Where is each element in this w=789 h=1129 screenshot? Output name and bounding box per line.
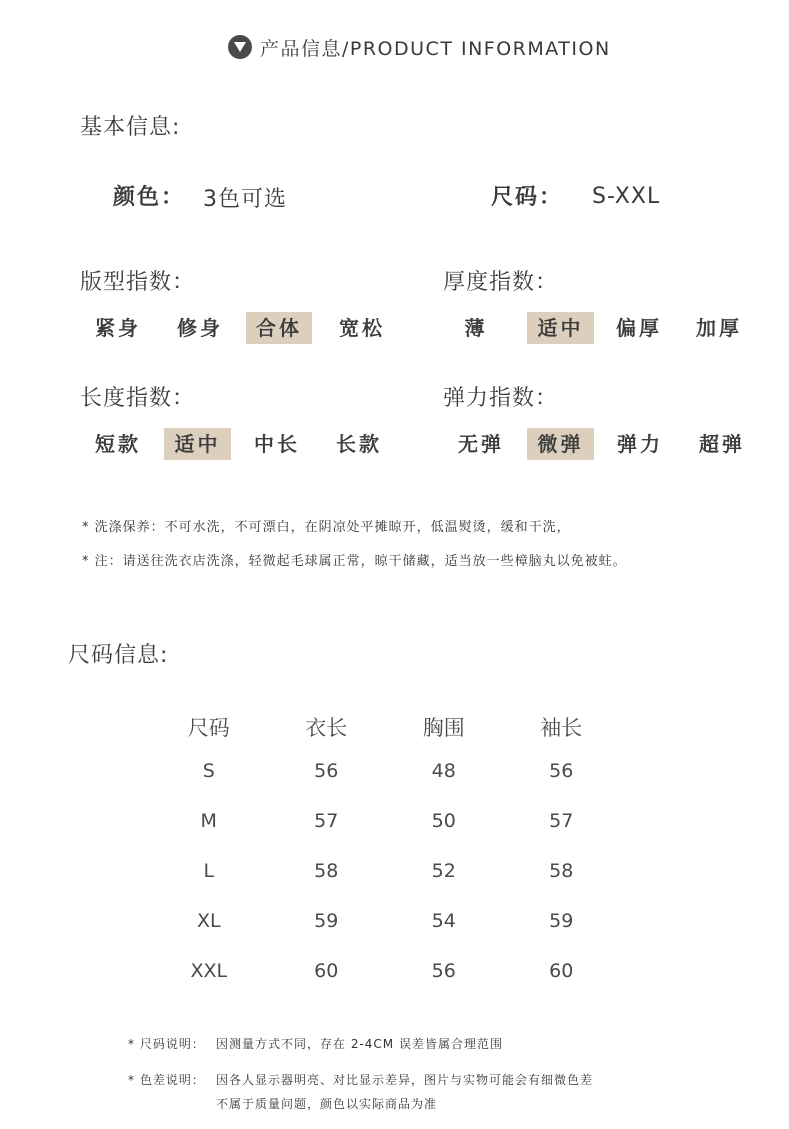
fit-option: 修身 (177, 316, 223, 340)
color-note-text: 因各人显示器明亮、对比显示差异，图片与实物可能会有细微色差 (216, 1073, 594, 1087)
length-option: 短款 (95, 432, 141, 456)
size-table (150, 708, 620, 996)
thickness-option: 薄 (464, 316, 488, 340)
fit-index-options (82, 312, 398, 344)
length-option: 长款 (336, 432, 382, 456)
thickness-option: 适中 (527, 312, 594, 344)
color-label: 颜色： (113, 185, 186, 210)
length-cell: 58 (314, 860, 339, 882)
size-range-value: S-XXL (592, 184, 661, 209)
care-note: * 注：请送往洗衣店洗涤，轻微起毛球属正常，晾干储藏，适当放一些樟脑丸以免被蛀。 (82, 554, 627, 569)
section-header (228, 33, 611, 61)
length-cell: 60 (314, 960, 339, 982)
table-row (150, 746, 620, 796)
size-note-text: 因测量方式不同，存在 2-4CM 误差皆属合理范围 (216, 1037, 503, 1051)
sleeve-cell: 57 (549, 810, 574, 832)
size-cell: XL (196, 910, 221, 932)
elasticity-option: 弹力 (617, 432, 663, 456)
chest-cell: 52 (431, 860, 456, 882)
care-instructions: * 洗涤保养：不可水洗，不可漂白，在阴凉处平摊晾开，低温熨烫，缓和干洗， (82, 520, 571, 535)
elasticity-option: 无弹 (458, 432, 504, 456)
size-table-header: 袖长 (540, 716, 583, 740)
chest-cell: 48 (431, 760, 456, 782)
elasticity-index-title: 弹力指数： (443, 386, 559, 411)
table-row (150, 796, 620, 846)
fit-option: 宽松 (339, 316, 385, 340)
length-cell: 56 (314, 760, 339, 782)
thickness-option: 偏厚 (616, 316, 662, 340)
color-value: 3色可选 (203, 187, 287, 212)
chest-cell: 50 (431, 810, 456, 832)
elasticity-option: 微弹 (527, 428, 594, 460)
size-cell: XXL (190, 960, 228, 982)
size-table-header: 尺码 (187, 716, 230, 740)
size-label: 尺码： (491, 185, 564, 210)
sleeve-cell: 56 (549, 760, 574, 782)
length-index-options (82, 428, 395, 460)
fit-option: 合体 (246, 312, 312, 344)
thickness-option: 加厚 (696, 316, 742, 340)
thickness-index-title: 厚度指数： (443, 270, 559, 295)
length-cell: 57 (314, 810, 339, 832)
sleeve-cell: 58 (549, 860, 574, 882)
size-cell: S (202, 760, 215, 782)
size-cell: M (200, 810, 217, 832)
sleeve-cell: 60 (549, 960, 574, 982)
length-cell: 59 (314, 910, 339, 932)
chest-cell: 54 (431, 910, 456, 932)
color-note-text-2: 不属于质量问题，颜色以实际商品为准 (216, 1097, 438, 1111)
elasticity-index-options (445, 428, 758, 460)
color-note-label: * 色差说明： (128, 1073, 205, 1087)
fit-index-title: 版型指数： (80, 270, 196, 295)
size-table-header-row (150, 708, 620, 746)
size-table-header: 衣长 (305, 716, 348, 740)
basic-info-title: 基本信息: (80, 115, 181, 140)
chest-cell: 56 (431, 960, 456, 982)
size-table-header: 胸围 (422, 716, 465, 740)
size-info-title: 尺码信息: (68, 643, 169, 668)
length-option: 中长 (254, 432, 300, 456)
length-option: 适中 (164, 428, 231, 460)
size-note-label: * 尺码说明： (128, 1037, 205, 1051)
size-cell: L (203, 860, 215, 882)
header-title: 产品信息/PRODUCT INFORMATION (260, 37, 611, 60)
sleeve-cell: 59 (549, 910, 574, 932)
table-row (150, 946, 620, 996)
elasticity-option: 超弹 (699, 432, 745, 456)
table-row (150, 846, 620, 896)
fit-option: 紧身 (95, 316, 141, 340)
thickness-index-options (445, 312, 754, 344)
length-index-title: 长度指数： (80, 386, 196, 411)
triangle-down-circle-icon (228, 35, 252, 59)
table-row (150, 896, 620, 946)
